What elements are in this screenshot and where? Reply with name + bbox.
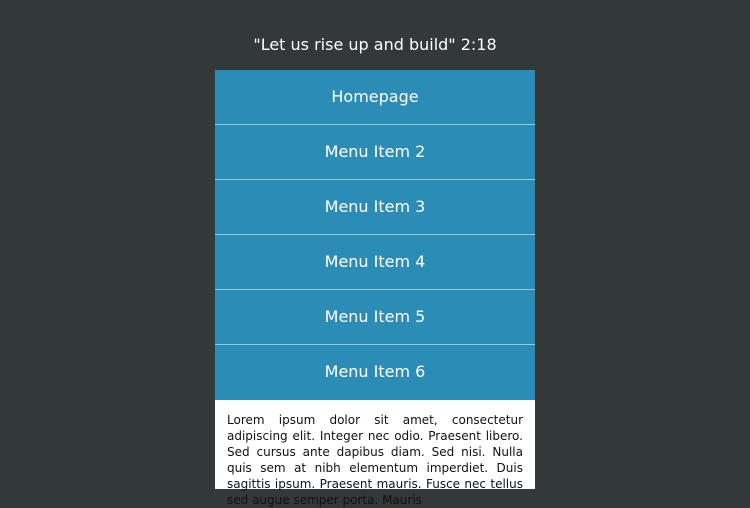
menu-item-4[interactable]: Menu Item 4: [215, 235, 535, 290]
nav-menu: [215, 70, 535, 400]
content-paragraph: Lorem ipsum dolor sit amet, consectetur adipiscing elit. Integer nec odio. Praesent libero. Sed cursus ante dapibus diam. Sed nisi. Nulla quis sem at nibh elementum imperdiet. Duis sagittis ipsum. Praesent mauris. Fusce nec tellus sed augue semper porta. Mauris: [227, 413, 523, 507]
main-column: [215, 70, 535, 507]
menu-item-2[interactable]: Menu Item 2: [215, 125, 535, 180]
menu-item-5[interactable]: Menu Item 5: [215, 290, 535, 345]
menu-item-6[interactable]: Menu Item 6: [324, 362, 426, 381]
page-title: "Let us rise up and build" 2:18: [253, 35, 497, 54]
menu-item-homepage[interactable]: Homepage: [215, 70, 535, 125]
content-panel: [215, 400, 535, 507]
menu-item-3[interactable]: Menu Item 3: [215, 180, 535, 235]
